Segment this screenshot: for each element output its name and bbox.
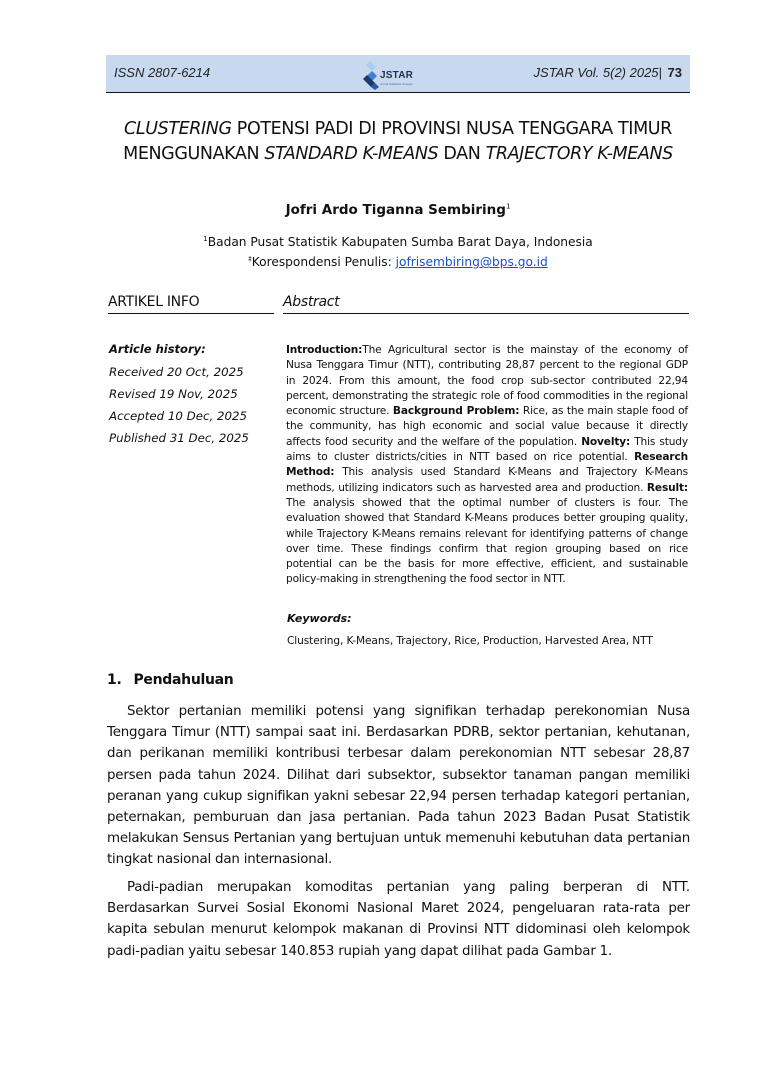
affiliation-text: Badan Pusat Statistik Kabupaten Sumba Barat Daya, Indonesia [207, 235, 593, 250]
title-part-5: TRAJECTORY K-MEANS [485, 144, 673, 164]
abstract-novelty-text: This study aims to cluster districts/cities in NTT based on rice potential. [286, 435, 688, 464]
title-part-4: DAN [438, 144, 486, 164]
journal-header [106, 55, 690, 93]
abstract-result-text: The analysis showed that the optimal number of clusters is four. The evaluation showed that Standard K-Means produces better grouping quality, while Trajectory K-Means remains relevant for identifying patterns of change over time. These findings confirm that region grouping based on rice potential can be the basis for more effective, efficient, and sustainable policy-making in strengthening the food sector in NTT. [286, 496, 688, 586]
abstract-novelty-label: Novelty: [581, 435, 631, 448]
title-part-2: POTENSI PADI DI PROVINSI NUSA TENGGARA TIMUR MENGGUNAKAN [123, 119, 672, 164]
logo-text: JSTAR [380, 70, 414, 81]
body-paragraph-2: Padi-padian merupakan komoditas pertanian yang paling berperan di NTT. Berdasarkan Survei Sosial Ekonomi Nasional Maret 2024, pengeluaran rata-rata per kapita sebulan menurut kelompok makanan di Provinsi NTT didominasi oleh kelompok padi-padian yaitu sebesar 140.853 rupiah yang dapat dilihat pada Gambar 1. [107, 880, 690, 959]
issn: ISSN 2807-6214 [114, 65, 211, 80]
abstract-background-label: Background Problem: [392, 405, 520, 418]
article-info-heading: ARTIKEL INFO [108, 294, 274, 314]
author-sup: 1 [505, 202, 511, 211]
section-number: 1. [107, 672, 122, 688]
abstract-text [286, 343, 688, 588]
abstract-background-text: Rice, as the main staple food of the community, has high economic and social value because it directly affects food security and the welfare of the population. [286, 405, 688, 448]
corr-label: Korespondensi Penulis: [251, 255, 396, 270]
affiliation-block [106, 231, 690, 271]
abstract-heading: Abstract [283, 294, 689, 314]
history-label: Article history: [109, 342, 206, 356]
abstract-intro-label: Introduction: [286, 344, 363, 356]
keywords-list: Clustering, K-Means, Trajectory, Rice, Production, Harvested Area, NTT [287, 635, 653, 647]
affiliation [106, 231, 690, 251]
section-heading-pendahuluan [107, 672, 233, 688]
abstract-method-label: Research Method: [286, 451, 688, 479]
history-published: Published 31 Dec, 2025 [109, 431, 249, 445]
author [106, 202, 690, 218]
abstract-result-label: Result: [646, 481, 688, 494]
author-name: Jofri Ardo Tiganna Sembiring [285, 202, 506, 218]
logo-subtext: Jurnal Statistika Terapan [380, 82, 413, 86]
abstract-method-text: This analysis used Standard K-Means and Trajectory K-Means methods, utilizing indicators such as harvested area and production. [286, 466, 688, 494]
paper-title [106, 117, 690, 167]
history-revised: Revised 19 Nov, 2025 [109, 387, 238, 401]
correspondence [106, 251, 690, 271]
email-link[interactable]: jofrisembiring@bps.go.id [395, 255, 548, 270]
keywords-label: Keywords: [287, 612, 352, 625]
history-accepted: Accepted 10 Dec, 2025 [109, 409, 248, 423]
article-history [109, 342, 279, 453]
page-number: 73 [667, 65, 682, 80]
title-part-3: STANDARD K-MEANS [264, 144, 439, 164]
journal-volume-text: JSTAR Vol. 5(2) 2025| [533, 65, 662, 80]
body-paragraph-1: Sektor pertanian memiliki potensi yang signifikan terhadap perekonomian Nusa Tenggara Timur (NTT) sampai saat ini. Berdasarkan PDRB, sektor pertanian, kehutanan, dan perikanan memiliki kontribusi terbesar dalam perekonomian NTT sebesar 28,87 persen pada tahun 2024. Dilihat dari subsektor, subsektor tanaman pangan memiliki peranan yang cukup signifikan yakni sebesar 22,94 persen terhadap kategori pertanian, peternakan, pemburuan dan jasa pertanian. Pada tahun 2023 Badan Pusat Statistik melakukan Sensus Pertanian yang bertujuan untuk memenuhi kebutuhan data pertanian tingkat nasional dan internasional. [107, 704, 690, 868]
abstract-intro-text: The Agricultural sector is the mainstay of the economy of Nusa Tenggara Timur (NTT), contributing 28,87 percent to the regional GDP in 2024. From this amount, the food crop sub-sector contributed 22,94 percent, demonstrating the strategic role of food commodities in the regional economic structure. [286, 344, 688, 418]
corr-sup: ‡ [248, 255, 252, 264]
history-received: Received 20 Oct, 2025 [109, 365, 244, 379]
jstar-logo [361, 59, 423, 91]
title-part-1: CLUSTERING [124, 119, 232, 139]
affiliation-sup: 1 [203, 235, 208, 243]
journal-volume [534, 65, 682, 80]
section-title: Pendahuluan [133, 672, 234, 688]
